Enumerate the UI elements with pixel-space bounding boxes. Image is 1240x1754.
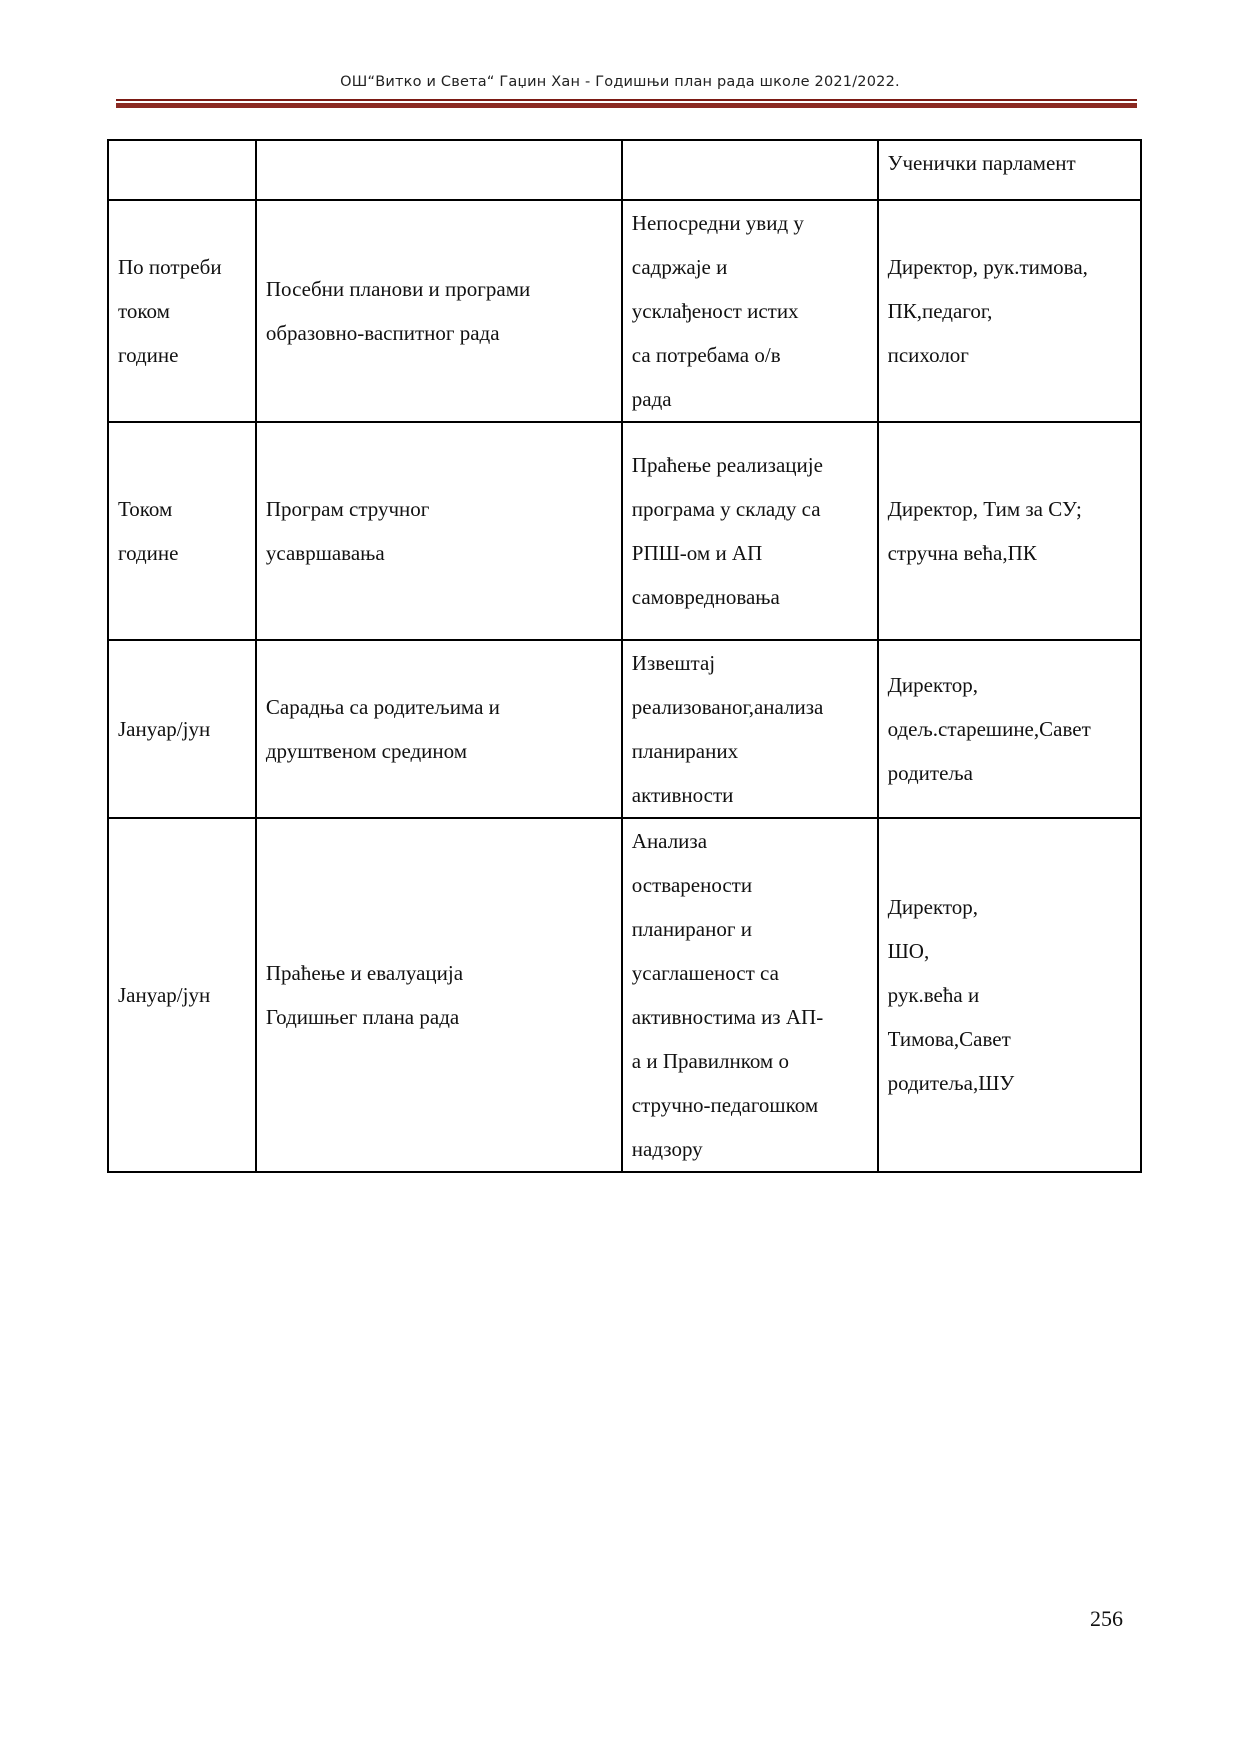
cell-text-line: године	[118, 541, 179, 565]
cell-text-line: надзору	[631, 1137, 703, 1161]
table-row	[108, 818, 1141, 1172]
cell-text-line: усаглашеност са	[631, 961, 779, 985]
cell-text-line: усклађеност истих	[631, 299, 799, 323]
header-rule-thick	[116, 103, 1137, 108]
cell-text-line: током	[118, 299, 170, 323]
cell-text-line: Директор, рук.тимова,	[887, 255, 1088, 279]
cell-time	[108, 140, 256, 200]
cell-text-line: планираног и	[631, 917, 752, 941]
cell-area	[256, 200, 622, 422]
cell-text-line: рада	[631, 387, 672, 411]
cell-text-line: Извештај	[631, 651, 716, 675]
cell-text-line: ШО,	[887, 939, 930, 963]
activity-plan-table	[107, 139, 1142, 1173]
running-header: ОШ“Витко и Света“ Гаџин Хан - Годишњи план рада школе 2021/2022.	[340, 74, 900, 90]
cell-text-line: образовно-васпитног рада	[265, 321, 500, 345]
cell-text-line: планираних	[631, 739, 739, 763]
cell-text-line: Тимова,Савет	[887, 1027, 1011, 1051]
cell-text-line: Сарадња са родитељима и	[265, 695, 500, 719]
cell-holders	[878, 818, 1141, 1172]
cell-text-line: самовредновања	[631, 585, 780, 609]
cell-text-line: Директор, Тим за СУ;	[887, 497, 1082, 521]
cell-text-line: психолог	[887, 343, 969, 367]
cell-text-line: програма у складу са	[631, 497, 821, 521]
cell-text-line: По потреби	[118, 255, 222, 279]
cell-activity	[622, 140, 878, 200]
cell-time	[108, 640, 256, 818]
cell-activity	[622, 200, 878, 422]
cell-area	[256, 818, 622, 1172]
cell-time	[108, 422, 256, 640]
table-row	[108, 422, 1141, 640]
table-row	[108, 140, 1141, 200]
cell-text-line: Програм стручног	[265, 497, 430, 521]
cell-text-line: остварености	[631, 873, 753, 897]
cell-area	[256, 640, 622, 818]
cell-text-line: Посебни планови и програми	[265, 277, 531, 301]
cell-text-line: а и Правилнком о	[631, 1049, 789, 1073]
header-rule-thin	[116, 99, 1137, 101]
cell-text-line: Годишњег плана рада	[265, 1005, 460, 1029]
cell-holders	[878, 640, 1141, 818]
cell-text-line: друштвеном средином	[265, 739, 468, 763]
cell-text-line: садржаје и	[631, 255, 728, 279]
cell-text-line: Анализа	[631, 829, 708, 853]
cell-text-line: ПК,педагог,	[887, 299, 993, 323]
cell-text-line: реализованог,анализа	[631, 695, 824, 719]
cell-time	[108, 818, 256, 1172]
cell-text-line: Ученички парламент	[887, 151, 1076, 175]
cell-area	[256, 422, 622, 640]
cell-text-line: активностима из АП-	[631, 1005, 824, 1029]
cell-text-line: Праћење реализације	[631, 453, 823, 477]
cell-text-line: стручна већа,ПК	[887, 541, 1037, 565]
table-row	[108, 640, 1141, 818]
cell-text-line: Јануар/јун	[118, 983, 211, 1007]
cell-text-line: родитеља,ШУ	[887, 1071, 1015, 1095]
cell-activity	[622, 640, 878, 818]
cell-text-line: одељ.старешине,Савет	[887, 717, 1091, 741]
cell-text-line: Непосредни увид у	[631, 211, 804, 235]
page-number: 256	[1090, 1606, 1123, 1631]
cell-text-line: Праћење и евалуација	[265, 961, 464, 985]
cell-text-line: Јануар/јун	[118, 717, 211, 741]
cell-text-line: Директор,	[887, 895, 979, 919]
cell-text-line: године	[118, 343, 179, 367]
table-row	[108, 200, 1141, 422]
cell-holders	[878, 140, 1141, 200]
cell-text-line: са потребама о/в	[631, 343, 781, 367]
cell-holders	[878, 422, 1141, 640]
cell-text-line: стручно-педагошком	[631, 1093, 819, 1117]
cell-text-line: рук.већа и	[887, 983, 980, 1007]
cell-time	[108, 200, 256, 422]
cell-activity	[622, 422, 878, 640]
cell-text-line: активности	[631, 783, 734, 807]
cell-holders	[878, 200, 1141, 422]
cell-text-line: Директор,	[887, 673, 979, 697]
cell-text-line: усавршавања	[265, 541, 385, 565]
cell-text-line: Током	[118, 497, 173, 521]
cell-text-line: родитеља	[887, 761, 973, 785]
cell-area	[256, 140, 622, 200]
cell-text-line: РПШ-ом и АП	[631, 541, 763, 565]
cell-activity	[622, 818, 878, 1172]
